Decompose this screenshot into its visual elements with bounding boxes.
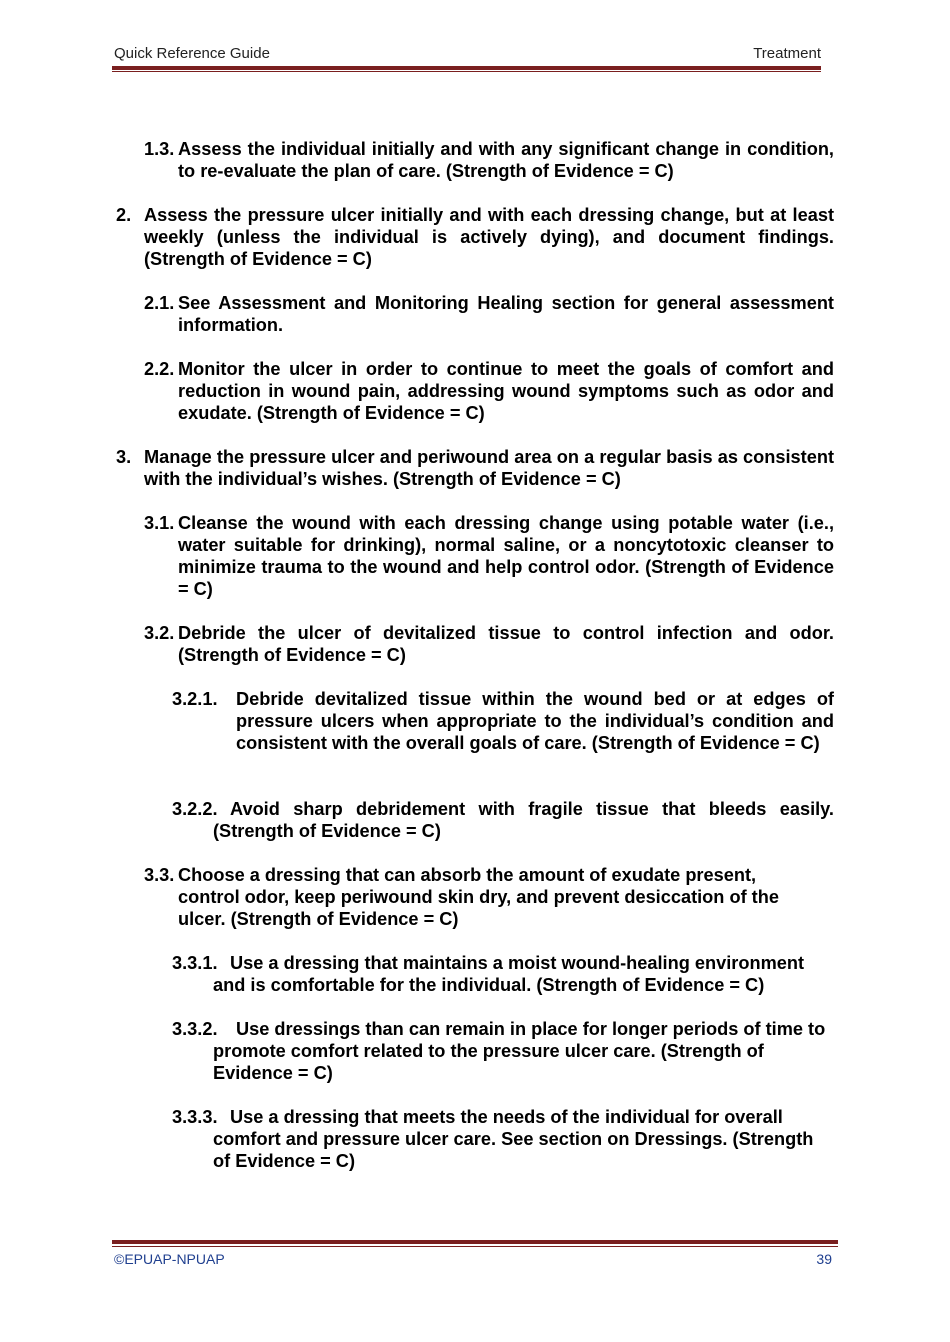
item-2-number: 2. [116, 205, 132, 225]
header-section: Treatment [753, 45, 821, 62]
page-footer [114, 1251, 832, 1267]
item-3-2-1-number: 3.2.1. [172, 689, 218, 709]
item-3-text: Manage the pressure ulcer and periwound area on a regular basis as consistent with the individual’s wishes. (Strength of Evidence = C) [144, 447, 834, 489]
header-rule-thin [112, 71, 821, 72]
item-1-3-number: 1.3. [144, 139, 175, 159]
item-3-3-text: Choose a dressing that can absorb the amount of exudate present, control odor, keep periwound skin dry, and prevent desiccation of the ulcer. (Strength of Evidence = C) [178, 865, 779, 929]
item-2-2-text: Monitor the ulcer in order to continue to meet the goals of comfort and reduction in wound pain, addressing wound symptoms such as odor and exudate. (Strength of Evidence = C) [178, 359, 834, 423]
item-2-1-text: See Assessment and Monitoring Healing section for general assessment information. [178, 293, 834, 335]
item-3-1-number: 3.1. [144, 513, 175, 533]
item-3-2-number: 3.2. [144, 623, 175, 643]
page-header [114, 45, 821, 62]
item-3-3-3-text: Use a dressing that meets the needs of the individual for overall comfort and pressure ulcer care. See section on Dressings. (Strength of Evidence = C) [213, 1107, 814, 1171]
item-2-text: Assess the pressure ulcer initially and with each dressing change, but at least weekly (unless the individual is actively dying), and document findings. (Strength of Evidence = C) [144, 205, 834, 269]
item-3-number: 3. [116, 447, 132, 467]
item-2-2-number: 2.2. [144, 359, 175, 379]
footer-rule [112, 1240, 838, 1244]
header-title: Quick Reference Guide [114, 45, 270, 62]
item-3-3-2-number: 3.3.2. [172, 1019, 218, 1039]
page-number: 39 [816, 1251, 832, 1267]
item-3-1-text: Cleanse the wound with each dressing change using potable water (i.e., water suitable for drinking), normal saline, or a noncytotoxic cleanser to minimize trauma to the wound and help control odor. (Strength of Evidence = C) [178, 513, 834, 599]
item-2-1-number: 2.1. [144, 293, 175, 313]
item-3-2-text: Debride the ulcer of devitalized tissue to control infection and odor. (Strength of Evidence = C) [178, 623, 834, 665]
item-3-3-1-number: 3.3.1. [172, 953, 218, 973]
item-3-3-1-text: Use a dressing that maintains a moist wound-healing environment and is comfortable for the individual. (Strength of Evidence = C) [213, 953, 805, 995]
item-3-3-3-number: 3.3.3. [172, 1107, 218, 1127]
item-3-2-2-text: Avoid sharp debridement with fragile tissue that bleeds easily. (Strength of Evidence = C) [213, 799, 834, 841]
item-3-3-number: 3.3. [144, 865, 175, 885]
footer-rule-thin [112, 1246, 838, 1247]
item-3-3-2-text: Use dressings than can remain in place for longer periods of time to promote comfort related to the pressure ulcer care. (Strength of Evidence = C) [213, 1019, 826, 1083]
footer-copyright: ©EPUAP-NPUAP [114, 1251, 225, 1267]
item-3-2-2-number: 3.2.2. [172, 799, 218, 819]
item-1-3-text: Assess the individual initially and with any significant change in condition, to re-evaluate the plan of care. (Strength of Evidence = C) [178, 139, 834, 181]
header-rule [112, 66, 821, 70]
item-3-2-1-text: Debride devitalized tissue within the wound bed or at edges of pressure ulcers when appropriate to the individual’s condition and consistent with the overall goals of care. (Strength of Evidence = C) [236, 689, 834, 753]
